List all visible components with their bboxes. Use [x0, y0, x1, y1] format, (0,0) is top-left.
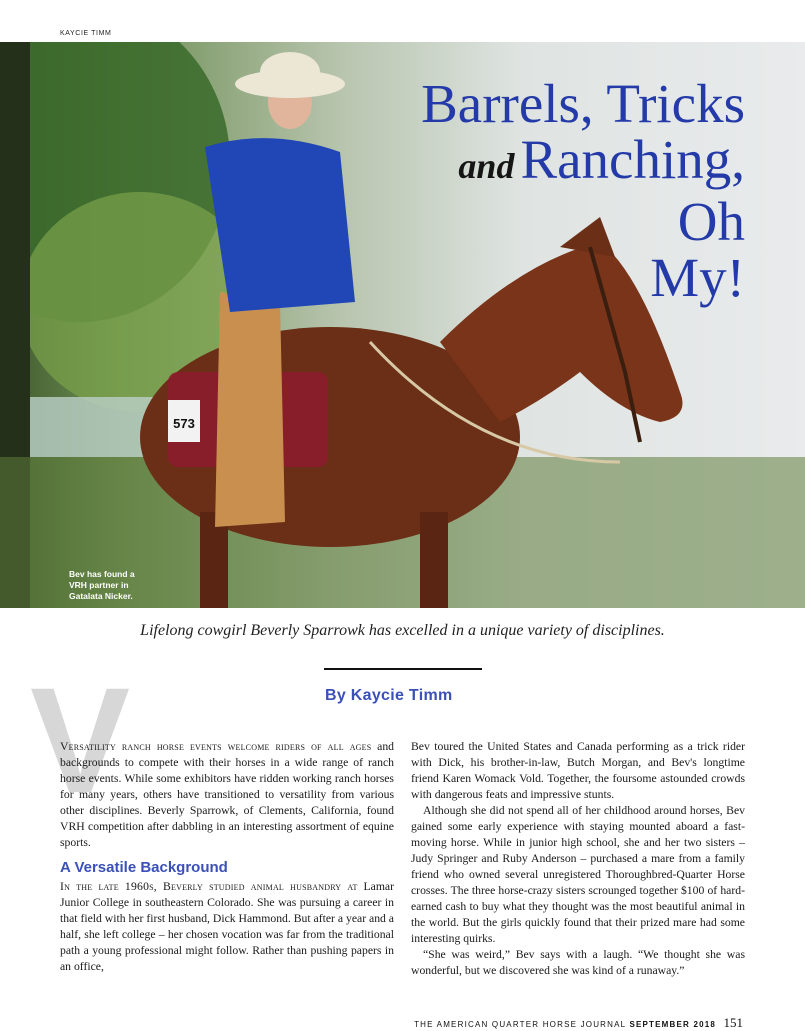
paragraph-1: and backgrounds to compete with their horses in a wide range of ranch horse events. While some exhibitors have ridden working ranch horses for many years, others have transitioned to versatility from various other disciplines. Beverly Sparrowk, of Clements, California, found VRH competition after dabbling in an interesting assortment of equine sports.: [60, 740, 395, 849]
paragraph-3: Bev toured the United States and Canada performing as a trick rider with Dick, his brother-in-law, Butch Morgan, and Bev's longtime friend Karen Womack Vold. Together, the foursome astounded crowds with dangerous feats and impressive stunts.: [411, 740, 745, 801]
issue-date: SEPTEMBER 2018: [629, 1020, 717, 1029]
title-line-4: My!: [650, 247, 745, 308]
paragraph-2: Lamar Junior College in southeastern Colorado. She was pursuing a career in that field with her first husband, Dick Hammond. But after a year and a half, she left college – her chosen vocation was far from the traditional path a young professional might follow. Rather than pushing papers in an office,: [60, 880, 394, 973]
drop-cap: V: [30, 656, 131, 824]
paragraph-5: “She was weird,” Bev says with a laugh. “We thought she was wonderful, but we discovered she was kind of a runaway.”: [411, 948, 745, 977]
body-column-1: [60, 739, 394, 975]
title-line-2: Ranching,: [520, 129, 745, 190]
title-line-3: Oh: [677, 191, 745, 252]
lead-in-2: In the late 1960s, Beverly studied animal husbandry at: [60, 880, 358, 893]
title-and: and: [458, 146, 515, 186]
saddle-number: 573: [173, 416, 195, 431]
hero-photo: [0, 42, 805, 608]
page-footer: [414, 1015, 743, 1031]
byline: By Kaycie Timm: [325, 687, 453, 704]
page-number: 151: [723, 1015, 743, 1030]
article-title: [421, 73, 745, 308]
section-subhead: A Versatile Background: [60, 859, 228, 876]
title-line-1: Barrels, Tricks: [421, 73, 745, 134]
lead-in-1: Versatility ranch horse events welcome riders of all ages: [60, 740, 372, 753]
deck-divider: [324, 668, 482, 670]
publication-name: THE AMERICAN QUARTER HORSE JOURNAL: [414, 1020, 627, 1029]
article-deck: Lifelong cowgirl Beverly Sparrowk has excelled in a unique variety of disciplines.: [140, 622, 665, 639]
photo-caption: Bev has found a VRH partner in Gatalata Nicker.: [69, 569, 135, 601]
body-column-2: [411, 739, 745, 979]
paragraph-4: Although she did not spend all of her childhood around horses, Bev gained some early experience with staying mounted aboard a fast-moving horse. While in junior high school, she and her two sisters – Judy Springer and Ruby Anderson – purchased a mare from a family friend who owned several unregistered Thoroughbred-Quarter Horse crosses. The three horse-crazy sisters scrounged together $100 of hard-earned cash to buy what they thought was the most beautiful animal in the world. But the girls quickly found that their prized mare had some interesting quirks.: [411, 804, 745, 945]
photo-credit: KAYCIE TIMM: [60, 30, 112, 37]
